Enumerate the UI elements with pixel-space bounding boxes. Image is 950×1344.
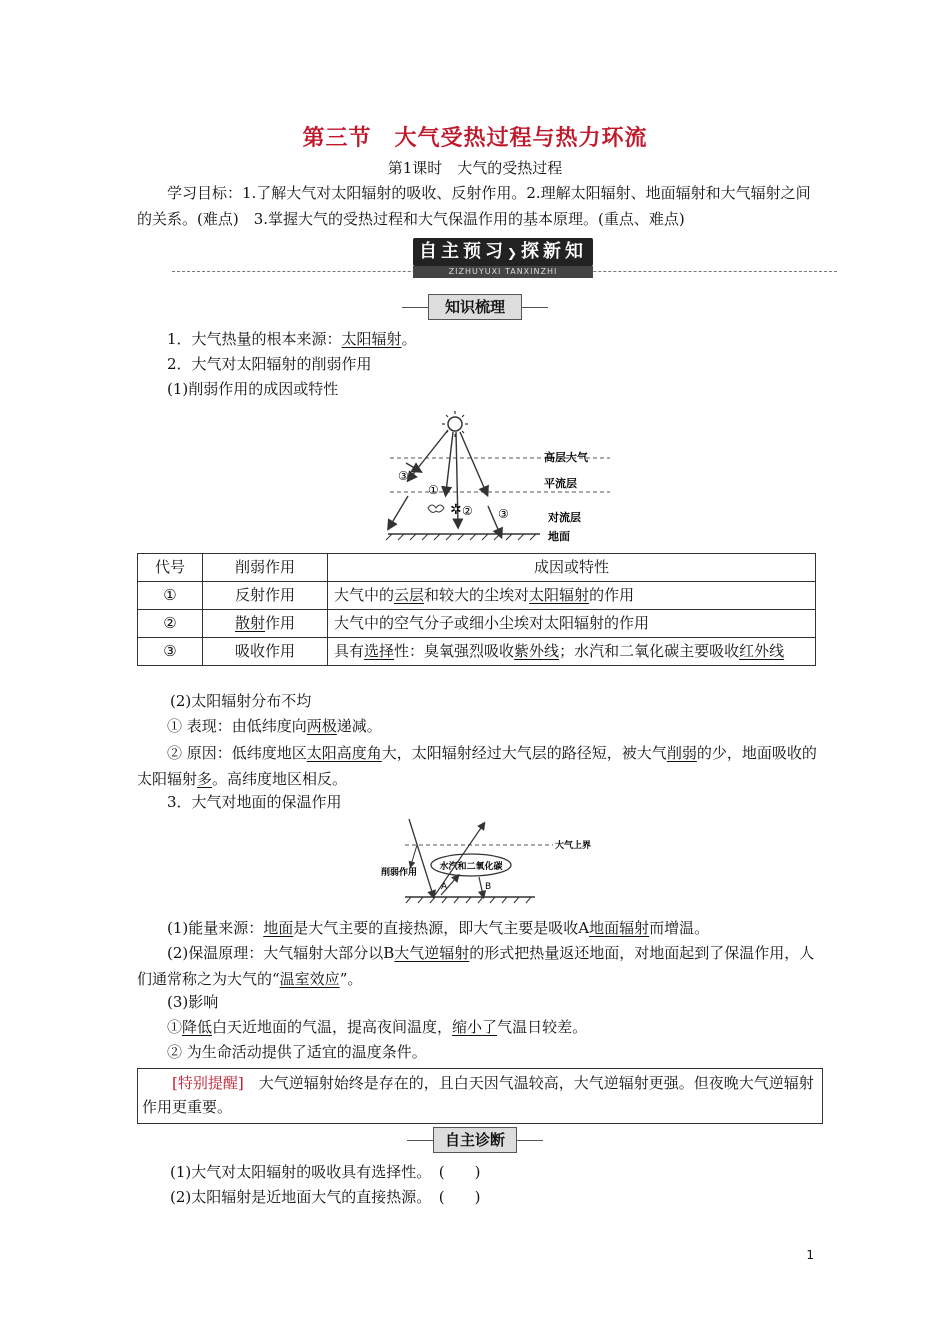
question-1: (1)大气对太阳辐射的吸收具有选择性。 ( ) [170,1163,481,1181]
label-b: B [485,882,492,892]
label-troposphere: 对流层 [548,511,581,524]
section-tag-diagnosis [407,1127,543,1153]
page-subtitle: 第1课时 大气的受热过程 [387,159,563,177]
solar-weakening-diagram [380,408,620,548]
mark-2: ② [462,504,473,518]
cloud-icon [428,505,444,512]
scatter-star-icon: ✲ [450,502,462,518]
greenhouse-diagram [375,815,605,907]
weakening-table [137,553,816,666]
special-reminder-box [137,1068,823,1124]
table-row: ② 散射作用 大气中的空气分子或细小尘埃对太阳辐射的作用 [138,610,816,638]
reminder-label: [特别提醒] [172,1074,244,1092]
page-number: 1 [806,1248,814,1262]
banner-subtext: ZIZHUYUXI TANXINZHI [413,266,593,278]
banner-label-2: 探新知 [521,241,588,262]
section-tag-label: 知识梳理 [428,294,522,320]
influence-heading: (3)影响 [167,993,219,1011]
item-1: 1．大气热量的根本来源：太阳辐射。 [167,330,417,348]
question-2: (2)太阳辐射是近地面大气的直接热源。 ( ) [170,1188,481,1206]
item-2: 2．大气对太阳辐射的削弱作用 [167,355,372,373]
banner-label: 自主预习 [418,241,507,262]
item-2-2: (2)太阳辐射分布不均 [170,692,312,710]
table-row: ① 反射作用 大气中的云层和较大的尘埃对太阳辐射的作用 [138,582,816,610]
warming-principle: (2)保温原理：大气辐射大部分以B大气逆辐射的形式把热量返还地面，对地面起到了保温作用，人们通常称之为大气的“温室效应”。 [137,944,815,988]
section-banner [413,238,593,266]
influence-2: ② 为生命活动提供了适宜的温度条件。 [167,1043,427,1061]
label-a: A [441,882,448,892]
label-ground: 地面 [548,530,570,543]
item-3: 3．大气对地面的保温作用 [167,793,342,811]
table-header-row: 代号 削弱作用 成因或特性 [138,554,816,582]
item-2-2-1: ① 表现：由低纬度向两极递减。 [167,717,382,735]
mark-3-right: ③ [498,507,509,521]
mark-3-left: ③ [398,469,409,483]
label-weakening: 削弱作用 [381,868,418,878]
item-2-2-2: ② 原因：低纬度地区太阳高度角大，太阳辐射经过大气层的路径短，被大气削弱的少，地面吸收的太阳辐射多。高纬度地区相反。 [137,744,817,788]
table-row: ③ 吸收作用 具有选择性：臭氧强烈吸收紫外线；水汽和二氧化碳主要吸收红外线 [138,638,816,666]
chevron-right-icon: ❯ [506,246,522,260]
influence-1: ①降低白天近地面的气温，提高夜间温度，缩小了气温日较差。 [167,1018,588,1036]
section-tag-knowledge [402,294,548,320]
mark-1: ① [428,483,439,497]
item-2-1: (1)削弱作用的成因或特性 [167,380,339,398]
label-atmosphere-top: 大气上界 [555,841,592,851]
section-tag-label: 自主诊断 [433,1127,517,1153]
page-title: 第三节 大气受热过程与热力环流 [302,125,648,151]
learning-goals: 学习目标：1.了解大气对太阳辐射的吸收、反射作用。2.理解太阳辐射、地面辐射和大气辐射之间的关系。(难点) 3.掌握大气的受热过程和大气保温作用的基本原理。(重点、难点) [137,184,811,228]
energy-source: (1)能量来源：地面是大气主要的直接热源，即大气主要是吸收A地面辐射而增温。 [167,919,710,937]
reminder-text: 大气逆辐射始终是存在的，且白天因气温较高，大气逆辐射更强。但夜晚大气逆辐射作用更重要。 [142,1074,814,1116]
label-vapor-co2: 水汽和二氧化碳 [439,862,503,872]
label-upper-atmosphere: 高层大气 [544,451,588,464]
label-stratosphere: 平流层 [544,477,577,490]
